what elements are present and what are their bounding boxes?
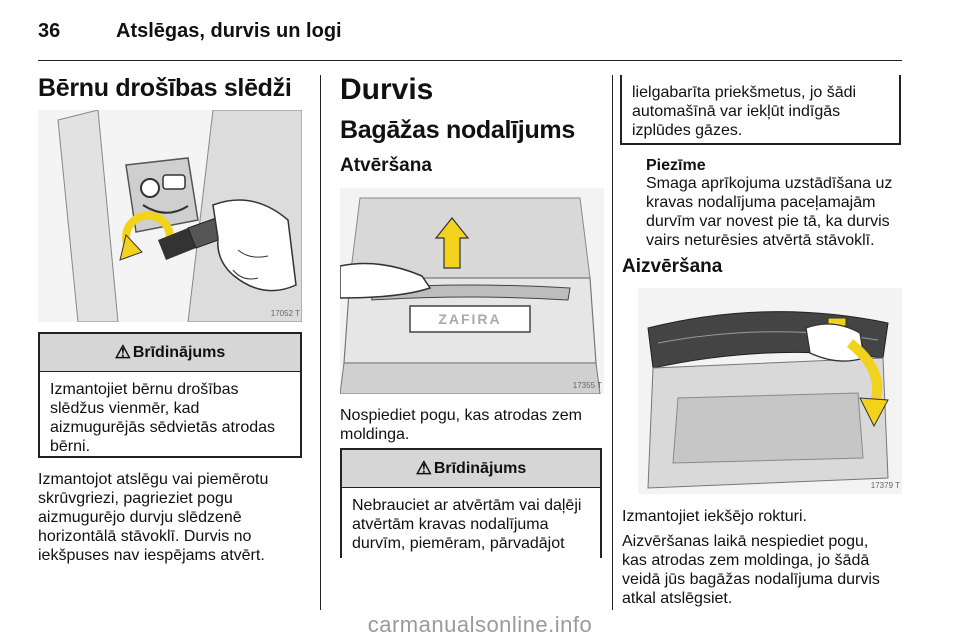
warning-box-child-locks xyxy=(38,332,302,458)
load-compartment-heading: Bagāžas nodalījums xyxy=(340,116,575,144)
closing-heading: Aizvēršana xyxy=(622,256,723,277)
doors-heading: Durvis xyxy=(340,73,434,106)
tailgate-opening-illustration xyxy=(340,188,604,394)
child-locks-heading: Bērnu drošības slēdži xyxy=(38,74,292,102)
tailgate-closing-illustration xyxy=(638,288,902,494)
header-rule xyxy=(38,60,902,61)
warning-header xyxy=(40,334,300,372)
warning-text: Izmantojiet bērnu drošības slēdžus vienmēr, kad aizmugurējās sēdvietās atrodas bērni. xyxy=(50,381,276,455)
child-lock-illustration xyxy=(38,110,302,322)
warning-label: Brīdinājums xyxy=(433,459,527,477)
column-divider-1 xyxy=(320,75,321,610)
figure-code: 17379 T xyxy=(870,481,900,490)
opening-heading: Atvēršana xyxy=(340,155,432,176)
warning-box-tailgate xyxy=(340,448,602,558)
warning-triangle-icon: ⚠ xyxy=(415,458,432,478)
child-locks-paragraph: Izmantojot atslēgu vai piemērotu skrūvgriezi, pagrieziet pogu aizmugurējo durvju slēdzenē horizontālā stāvoklī. Durvis no iekšpuses nav iespējams atvērt. xyxy=(38,471,269,564)
warning-header xyxy=(342,450,600,488)
warning-text: Nebrauciet ar atvērtām vai daļēji atvērtām kravas nodalījuma durvīm, piemēram, pārvadājot xyxy=(352,497,582,552)
figure-code: 17355 T xyxy=(572,381,602,390)
page-number: 36 xyxy=(38,20,61,42)
column-divider-2 xyxy=(612,75,613,610)
tailgate-closing-figure xyxy=(638,288,902,494)
opening-paragraph: Nospiediet pogu, kas atrodas zem moldinga. xyxy=(340,407,582,443)
closing-paragraph-1: Izmantojiet iekšējo rokturi. xyxy=(622,508,807,525)
running-title: Atslēgas, durvis un logi xyxy=(116,20,342,42)
warning-triangle-icon: ⚠ xyxy=(114,342,131,362)
figure-code: 17052 T xyxy=(270,309,300,318)
warning-label: Brīdinājums xyxy=(132,343,226,361)
child-lock-figure xyxy=(38,110,302,322)
watermark: carmanualsonline.info xyxy=(367,612,593,637)
note-label: Piezīme xyxy=(646,157,706,174)
plate-text: ZAFIRA xyxy=(438,311,502,327)
warning-box-continued: lielgabarīta priekšmetus, jo šādi automašīnā var iekļūt indīgās izplūdes gāzes. xyxy=(620,75,901,145)
closing-paragraph-2: Aizvēršanas laikā nespiediet pogu, kas atrodas zem moldinga, jo šādā veidā jūs bagāžas nodalījuma durvis atkal atslēgsiet. xyxy=(622,533,880,607)
note-text: Smaga aprīkojuma uzstādīšana uz kravas nodalījuma paceļamajām durvīm var novest pie tā, ka durvis vairs neturēsies atvērtā stāvoklī. xyxy=(646,175,893,249)
tailgate-opening-figure xyxy=(340,188,604,394)
